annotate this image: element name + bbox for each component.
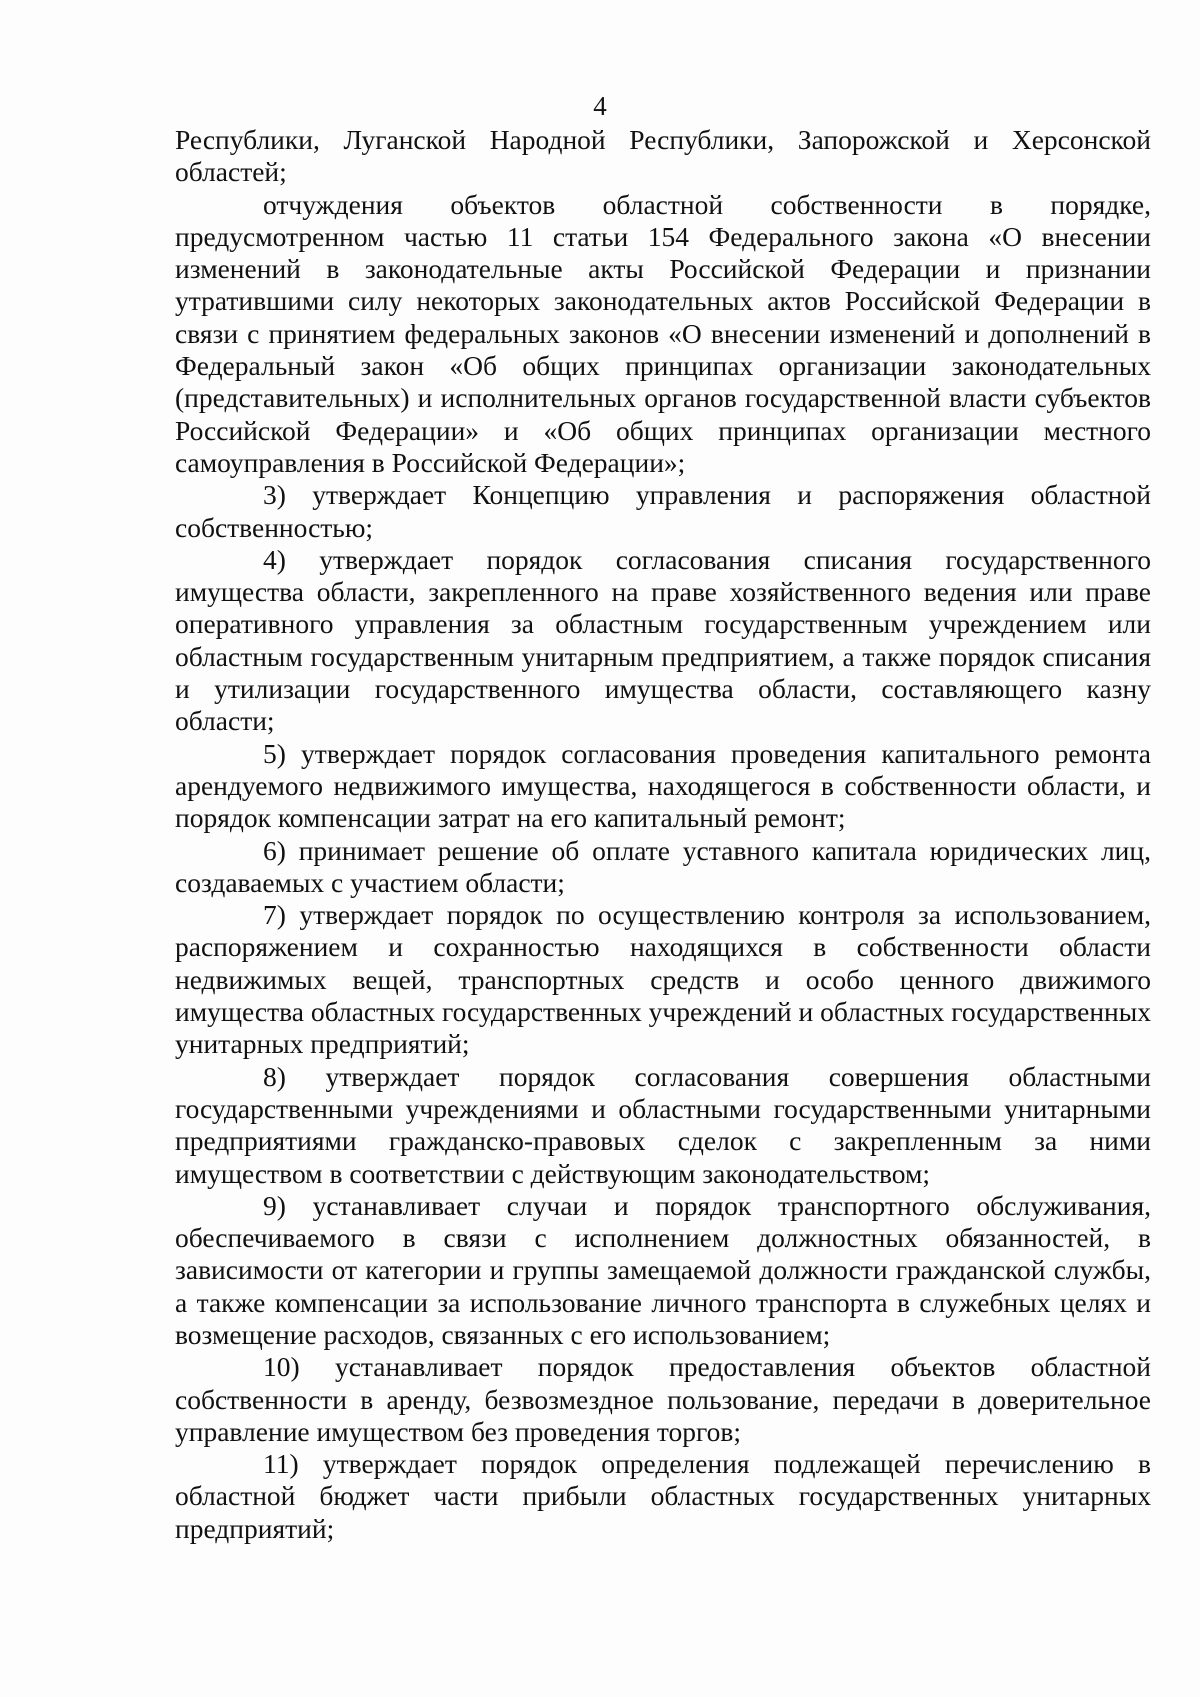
paragraph: 3) утверждает Концепцию управления и распоряжения областной собственностью; — [175, 479, 1151, 543]
paragraph: 4) утверждает порядок согласования списания государственного имущества области, закрепленного на праве хозяйственного ведения или праве оперативного управления за областным государственным учреждением или областным государственным унитарным предприятием, а также порядок списания и утилизации государственного имущества области, составляющего казну области; — [175, 543, 1151, 737]
page-number: 4 — [593, 91, 607, 121]
paragraph: 10) устанавливает порядок предоставления объектов областной собственности в аренду, безвозмездное пользование, передачи в доверительное управление имуществом без проведения торгов; — [175, 1351, 1151, 1447]
paragraph: 6) принимает решение об оплате уставного капитала юридических лиц, создаваемых с участием области; — [175, 834, 1151, 898]
paragraph: 7) утверждает порядок по осуществлению контроля за использованием, распоряжением и сохранностью находящихся в собственности области недвижимых вещей, транспортных средств и особо ценного движимого имущества областных государственных учреждений и областных государственных унитарных предприятий; — [175, 899, 1151, 1060]
paragraph: 9) устанавливает случаи и порядок транспортного обслуживания, обеспечиваемого в связи с исполнением должностных обязанностей, в зависимости от категории и группы замещаемой должности гражданской службы, а также компенсации за использование личного транспорта в служебных целях и возмещение расходов, связанных с его использованием; — [175, 1189, 1151, 1350]
paragraph: 8) утверждает порядок согласования совершения областными государственными учреждениями и областными государственными унитарными предприятиями гражданско-правовых сделок с закрепленным за ними имуществом в соответствии с действующим законодательством; — [175, 1060, 1151, 1189]
paragraph: отчуждения объектов областной собственности в порядке, предусмотренном частью 11 статьи 154 Федерального закона «О внесении изменений в законодательные акты Российской Федерации и признании утратившими силу некоторых законодательных актов Российской Федерации в связи с принятием федеральных законов «О внесении изменений и дополнений в Федеральный закон «Об общих принципах организации законодательных (представительных) и исполнительных органов государственной власти субъектов Российской Федерации» и «Об общих принципах организации местного самоуправления в Российской Федерации»; — [175, 188, 1151, 478]
paragraph: 5) утверждает порядок согласования проведения капитального ремонта арендуемого недвижимого имущества, находящегося в собственности области, и порядок компенсации затрат на его капитальный ремонт; — [175, 737, 1151, 834]
paragraph: 11) утверждает порядок определения подлежащей перечислению в областной бюджет части прибыли областных государственных унитарных предприятий; — [175, 1448, 1151, 1544]
document-body — [175, 124, 1151, 1545]
paragraph: Республики, Луганской Народной Республики, Запорожской и Херсонской областей; — [175, 124, 1151, 188]
